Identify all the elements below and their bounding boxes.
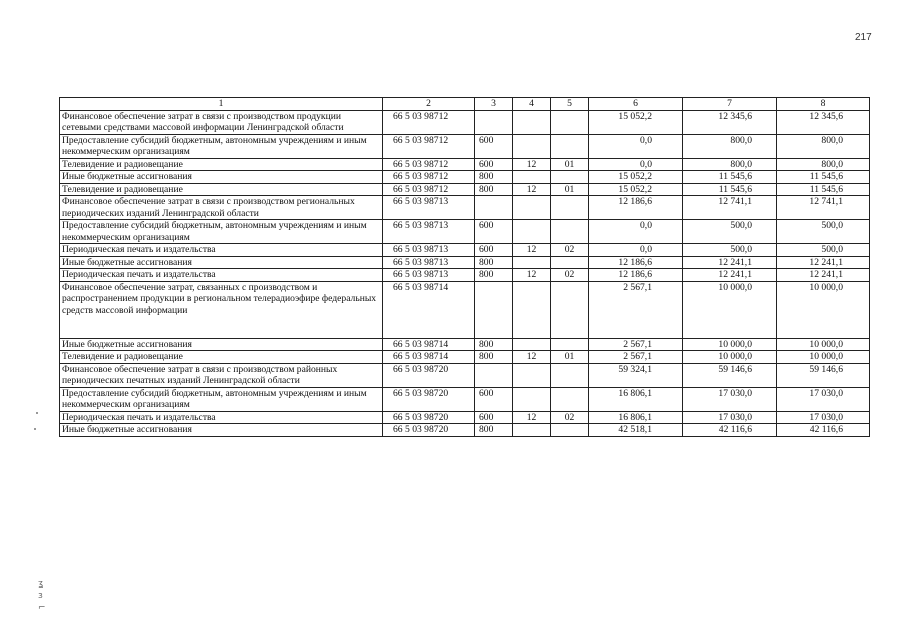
row-code: 66 5 03 98713 [383,196,475,220]
row-expense-type [475,196,513,220]
row-name: Периодическая печать и издательства [60,411,383,424]
table-row [60,424,870,437]
row-amount-col-8: 42 116,6 [777,424,870,437]
row-amount-col-6: 2 567,1 [589,338,683,351]
margin-dot [36,412,38,414]
row-expense-type: 600 [475,244,513,257]
row-section [513,134,551,158]
row-amount-col-6: 0,0 [589,134,683,158]
row-name: Телевидение и радиовещание [60,158,383,171]
row-amount-col-8: 500,0 [777,244,870,257]
row-amount-col-7: 800,0 [683,158,777,171]
row-amount-col-7: 17 030,0 [683,387,777,411]
row-amount-col-6: 0,0 [589,244,683,257]
row-expense-type: 800 [475,256,513,269]
row-section [513,363,551,387]
row-section [513,196,551,220]
row-section [513,338,551,351]
row-subsection: 02 [551,411,589,424]
row-amount-col-6: 15 052,2 [589,183,683,196]
row-amount-col-8: 17 030,0 [777,411,870,424]
row-amount-col-8: 59 146,6 [777,363,870,387]
row-name: Периодическая печать и издательства [60,269,383,282]
row-section: 12 [513,411,551,424]
header-col-7: 7 [683,98,777,111]
table-row [60,183,870,196]
row-amount-col-8: 11 545,6 [777,171,870,184]
row-section [513,171,551,184]
row-subsection [551,220,589,244]
margin-dot [34,428,36,430]
row-section: 12 [513,158,551,171]
table-row [60,256,870,269]
row-code: 66 5 03 98720 [383,387,475,411]
row-code: 66 5 03 98712 [383,158,475,171]
row-amount-col-7: 12 241,1 [683,256,777,269]
row-amount-col-8: 17 030,0 [777,387,870,411]
row-code: 66 5 03 98713 [383,256,475,269]
row-amount-col-7: 17 030,0 [683,411,777,424]
row-expense-type: 800 [475,269,513,282]
row-name: Периодическая печать и издательства [60,244,383,257]
row-expense-type: 600 [475,411,513,424]
row-amount-col-6: 15 052,2 [589,171,683,184]
row-expense-type: 600 [475,220,513,244]
row-code: 66 5 03 98712 [383,134,475,158]
row-amount-col-8: 10 000,0 [777,281,870,338]
row-subsection [551,424,589,437]
row-amount-col-8: 12 345,6 [777,110,870,134]
row-expense-type: 600 [475,158,513,171]
row-amount-col-7: 11 545,6 [683,183,777,196]
row-amount-col-7: 59 146,6 [683,363,777,387]
row-amount-col-7: 800,0 [683,134,777,158]
row-section: 12 [513,269,551,282]
table-row [60,134,870,158]
row-amount-col-6: 0,0 [589,220,683,244]
row-amount-col-8: 12 241,1 [777,269,870,282]
row-section: 12 [513,351,551,364]
row-expense-type: 800 [475,424,513,437]
row-name: Телевидение и радиовещание [60,183,383,196]
table-row [60,171,870,184]
row-name: Предоставление субсидий бюджетным, автономным учреждениям и иным некоммерческим организациям [60,387,383,411]
row-name: Телевидение и радиовещание [60,351,383,364]
row-expense-type: 800 [475,351,513,364]
row-code: 66 5 03 98712 [383,110,475,134]
row-expense-type: 600 [475,134,513,158]
row-code: 66 5 03 98713 [383,220,475,244]
row-code: 66 5 03 98720 [383,411,475,424]
row-amount-col-7: 10 000,0 [683,338,777,351]
row-amount-col-8: 11 545,6 [777,183,870,196]
row-subsection [551,134,589,158]
row-name: Иные бюджетные ассигнования [60,256,383,269]
row-amount-col-8: 12 741,1 [777,196,870,220]
row-expense-type [475,110,513,134]
row-section [513,387,551,411]
row-name: Финансовое обеспечение затрат в связи с производством региональных периодических изданий Ленинградской области [60,196,383,220]
row-amount-col-7: 42 116,6 [683,424,777,437]
table-row [60,196,870,220]
row-code: 66 5 03 98712 [383,183,475,196]
row-name: Финансовое обеспечение затрат в связи с производством районных периодических печатных изданий Ленинградской области [60,363,383,387]
row-subsection [551,387,589,411]
row-subsection: 01 [551,158,589,171]
row-section [513,256,551,269]
row-amount-col-7: 11 545,6 [683,171,777,184]
row-subsection: 01 [551,183,589,196]
row-amount-col-6: 2 567,1 [589,351,683,364]
row-expense-type: 600 [475,387,513,411]
table-header [60,98,870,111]
row-amount-col-8: 800,0 [777,134,870,158]
row-subsection: 02 [551,269,589,282]
row-expense-type [475,281,513,338]
row-subsection [551,196,589,220]
row-name: Иные бюджетные ассигнования [60,424,383,437]
row-code: 66 5 03 98713 [383,244,475,257]
table-row [60,281,870,338]
margin-scan-mark: ʓ ɜ ⌐ [38,579,46,613]
header-row [60,98,870,111]
row-amount-col-6: 12 186,6 [589,196,683,220]
table-row [60,387,870,411]
table-row [60,220,870,244]
row-amount-col-6: 0,0 [589,158,683,171]
table-row [60,338,870,351]
table-row [60,244,870,257]
row-name: Финансовое обеспечение затрат в связи с производством продукции сетевыми средствами массовой информации Ленинградской области [60,110,383,134]
row-expense-type: 800 [475,171,513,184]
header-col-2: 2 [383,98,475,111]
table-row [60,351,870,364]
row-code: 66 5 03 98712 [383,171,475,184]
row-amount-col-8: 12 241,1 [777,256,870,269]
row-amount-col-7: 12 241,1 [683,269,777,282]
row-subsection [551,338,589,351]
row-code: 66 5 03 98720 [383,424,475,437]
row-subsection [551,256,589,269]
header-col-5: 5 [551,98,589,111]
row-amount-col-7: 500,0 [683,220,777,244]
row-amount-col-7: 12 741,1 [683,196,777,220]
row-subsection [551,110,589,134]
row-amount-col-6: 59 324,1 [589,363,683,387]
row-expense-type: 800 [475,183,513,196]
table-row [60,363,870,387]
row-section [513,281,551,338]
row-section: 12 [513,183,551,196]
row-subsection: 01 [551,351,589,364]
row-name: Предоставление субсидий бюджетным, автономным учреждениям и иным некоммерческим организациям [60,134,383,158]
header-col-3: 3 [475,98,513,111]
header-col-8: 8 [777,98,870,111]
row-name: Иные бюджетные ассигнования [60,338,383,351]
row-amount-col-7: 500,0 [683,244,777,257]
row-name: Иные бюджетные ассигнования [60,171,383,184]
table-row [60,269,870,282]
row-amount-col-6: 15 052,2 [589,110,683,134]
row-amount-col-7: 10 000,0 [683,351,777,364]
header-col-4: 4 [513,98,551,111]
page-number: 217 [855,32,872,43]
row-amount-col-6: 2 567,1 [589,281,683,338]
row-code: 66 5 03 98720 [383,363,475,387]
row-amount-col-7: 12 345,6 [683,110,777,134]
budget-table [59,97,870,437]
row-amount-col-6: 16 806,1 [589,387,683,411]
row-code: 66 5 03 98714 [383,281,475,338]
header-col-1: 1 [60,98,383,111]
table-body [60,110,870,436]
header-col-6: 6 [589,98,683,111]
row-amount-col-7: 10 000,0 [683,281,777,338]
row-amount-col-8: 10 000,0 [777,351,870,364]
row-section: 12 [513,244,551,257]
row-subsection: 02 [551,244,589,257]
table-row [60,411,870,424]
row-subsection [551,363,589,387]
row-amount-col-8: 500,0 [777,220,870,244]
row-subsection [551,171,589,184]
table-row [60,158,870,171]
row-amount-col-6: 12 186,6 [589,269,683,282]
row-section [513,220,551,244]
row-name: Предоставление субсидий бюджетным, автономным учреждениям и иным некоммерческим организациям [60,220,383,244]
row-amount-col-6: 12 186,6 [589,256,683,269]
row-amount-col-6: 42 518,1 [589,424,683,437]
row-section [513,110,551,134]
table-row [60,110,870,134]
row-code: 66 5 03 98713 [383,269,475,282]
row-amount-col-8: 10 000,0 [777,338,870,351]
row-code: 66 5 03 98714 [383,338,475,351]
row-expense-type [475,363,513,387]
row-amount-col-8: 800,0 [777,158,870,171]
row-expense-type: 800 [475,338,513,351]
row-section [513,424,551,437]
row-amount-col-6: 16 806,1 [589,411,683,424]
row-code: 66 5 03 98714 [383,351,475,364]
row-subsection [551,281,589,338]
row-name: Финансовое обеспечение затрат, связанных с производством и распространением продукции в региональном телерадиоэфире федеральных средств массовой информации [60,281,383,338]
